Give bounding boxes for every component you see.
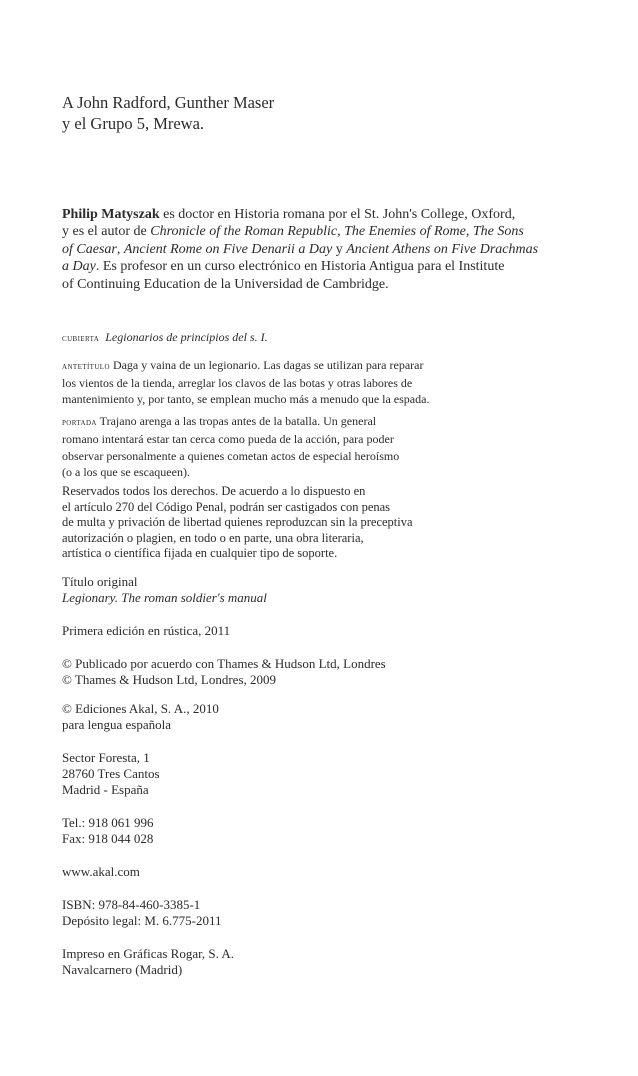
author-name: Philip Matyszak	[62, 207, 160, 222]
author-bio-line: of Continuing Education de la Universidad de Cambridge.	[62, 276, 389, 292]
book-title: The Sons	[472, 224, 524, 240]
book-title: Chronicle of the Roman Republic	[150, 224, 338, 240]
dedication	[62, 92, 582, 134]
credit-label: cubierta	[62, 333, 100, 344]
image-credits	[62, 329, 582, 486]
dedication-line: y el Grupo 5, Mrewa.	[62, 114, 205, 133]
legal-deposit: Depósito legal: M. 6.775-2011	[62, 913, 222, 928]
copyright-line: © Ediciones Akal, S. A., 2010	[62, 701, 219, 716]
author-bio	[62, 206, 582, 293]
cover-credit: cubierta Legionarios de principios del s. I.	[62, 330, 268, 344]
book-title: of Caesar	[62, 241, 117, 257]
half-title-credit: antetítulo Daga y vaina de un legionario. Las dagas se utilizan para reparar los vientos de la tienda, arreglar los clavos de las botas y otras labores de mantenimiento y, por tanto, se emplean mucho más a menudo que la espada.	[62, 358, 430, 407]
rights-notice: Reservados todos los derechos. De acuerdo a lo dispuesto en el artículo 270 del Código Penal, podrán ser castigados con penas de multa y privación de libertad quienes reproduzcan sin la preceptiva autorización o plagien, en todo o en parte, una obra literaria, artística o científica fijada en cualquier tipo de soporte.	[62, 484, 413, 560]
book-title: Ancient Athens on Five Drachmas	[346, 241, 539, 257]
book-title: a Day	[62, 259, 96, 275]
copyright-line: © Thames & Hudson Ltd, Londres, 2009	[62, 672, 277, 687]
frontispiece-credit: portada Trajano arenga a las tropas antes de la batalla. Un general romano intentará estar tan cerca como pueda de la acción, para poder observar personalmente a quienes cometan actos de especial heroísmo (o a los que se escaqueen).	[62, 414, 400, 479]
website-link[interactable]: www.akal.com	[62, 864, 140, 879]
original-title: Legionary. The roman soldier's manual	[62, 590, 267, 605]
address-line: Madrid - España	[62, 782, 149, 797]
fax-number: Fax: 918 044 028	[62, 831, 154, 846]
dedication-line: A John Radford, Gunther Maser	[62, 93, 275, 112]
credit-label: portada	[62, 417, 97, 429]
copyright-line: para lengua española	[62, 717, 172, 732]
publication-info	[62, 574, 582, 978]
printer-line: Navalcarnero (Madrid)	[62, 962, 183, 977]
original-title-label: Título original	[62, 574, 138, 589]
author-bio-line: a Day. Es profesor en un curso electrónico en Historia Antigua para el Institute	[62, 259, 505, 275]
printer-line: Impreso en Gráficas Rogar, S. A.	[62, 946, 235, 961]
address-line: Sector Foresta, 1	[62, 750, 150, 765]
author-bio-line: of Caesar, Ancient Rome on Five Denarii a Day y Ancient Athens on Five Drachmas	[62, 241, 539, 257]
edition-line: Primera edición en rústica, 2011	[62, 623, 231, 638]
book-title: The Enemies of Rome	[344, 224, 466, 240]
phone-number: Tel.: 918 061 996	[62, 815, 154, 830]
author-bio-line: y es el autor de Chronicle of the Roman Republic, The Enemies of Rome, The Sons	[62, 224, 524, 240]
book-title: Ancient Rome on Five Denarii a Day	[123, 241, 333, 257]
isbn: ISBN: 978-84-460-3385-1	[62, 897, 201, 912]
author-bio-line: Philip Matyszak es doctor en Historia romana por el St. John's College, Oxford,	[62, 207, 516, 222]
copyright-line: © Publicado por acuerdo con Thames & Hudson Ltd, Londres	[62, 656, 386, 671]
credit-label: antetítulo	[62, 361, 110, 373]
address-line: 28760 Tres Cantos	[62, 766, 160, 781]
